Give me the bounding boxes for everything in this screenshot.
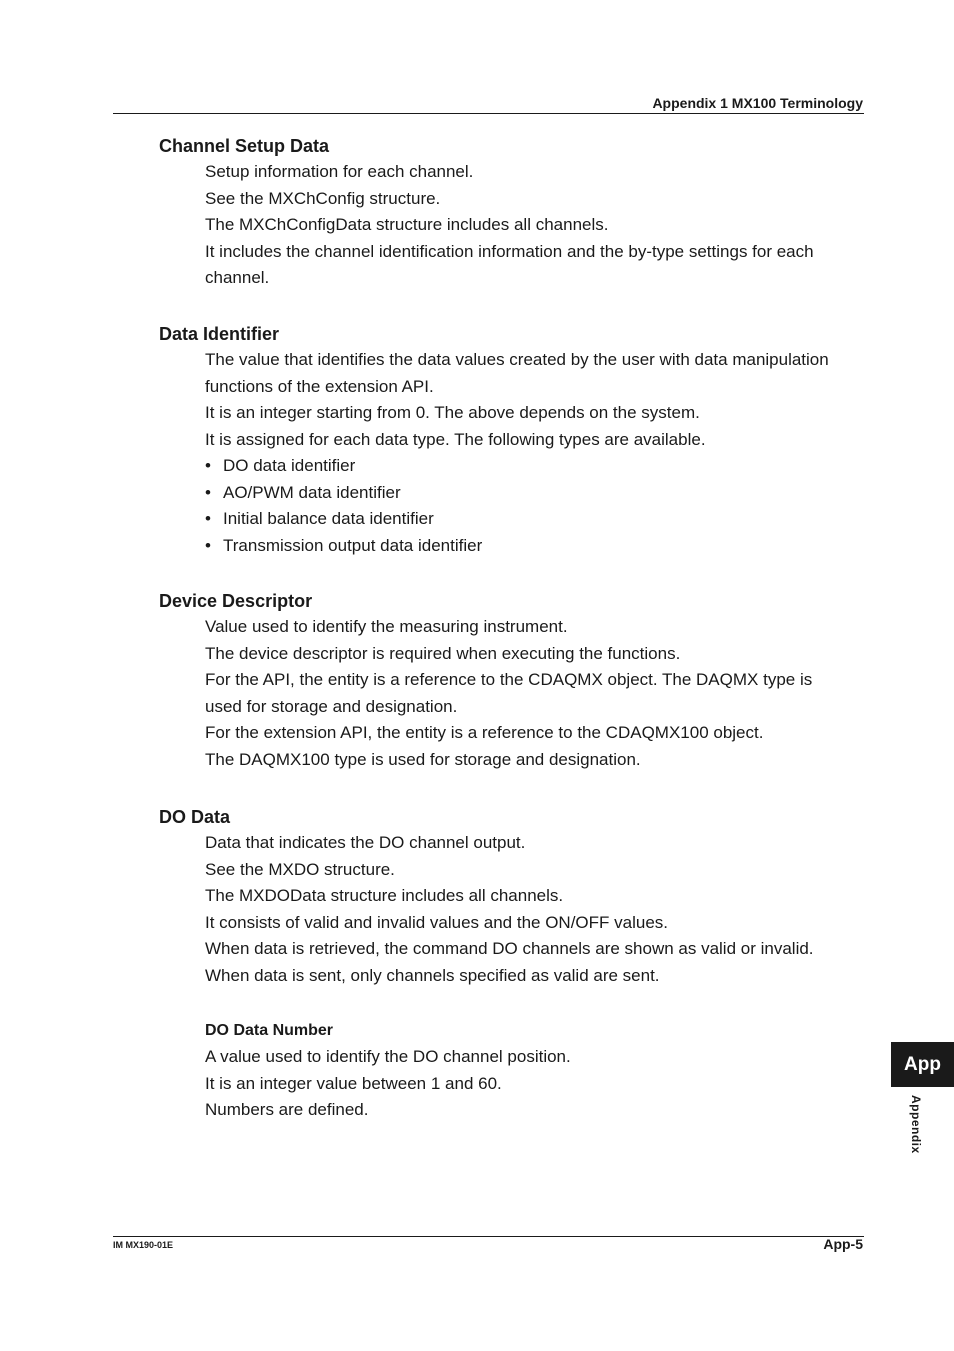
subsection-body [205,1044,859,1124]
section-body [205,347,859,559]
body-line: The MXChConfigData structure includes all channels. [205,215,609,234]
subsection-title: DO Data Number [205,1022,334,1039]
body-line: It is an integer value between 1 and 60. [205,1073,502,1093]
body-line: channel. [205,268,270,287]
section-body [205,159,859,292]
body-line: Data that indicates the DO channel output. [205,833,526,852]
bullet-icon: • [205,535,211,555]
section-do-data [159,804,859,989]
bullet-item [205,533,859,560]
body-line: The DAQMX100 type is used for storage and designation. [205,749,641,769]
appendix-tab-vertical-label: Appendix [909,1095,923,1154]
body-line: Value used to identify the measuring instrument. [205,617,568,636]
document-code: IM MX190-01E [113,1240,174,1250]
body-line: Numbers are defined. [205,1100,369,1119]
section-device-descriptor [159,588,859,773]
body-line: used for storage and designation. [205,696,458,716]
bullet-item [205,453,859,480]
bullet-text: Transmission output data identifier [223,535,483,555]
body-line: Setup information for each channel. [205,162,474,181]
header-title: Appendix 1 MX100 Terminology [652,95,863,111]
body-line: It consists of valid and invalid values and the ON/OFF values. [205,912,669,932]
appendix-tab: App [891,1042,954,1087]
body-line: See the MXDO structure. [205,859,395,879]
bullet-icon: • [205,482,211,502]
body-line: A value used to identify the DO channel position. [205,1047,571,1066]
section-title: DO Data [159,807,231,827]
section-channel-setup-data [159,133,859,292]
body-line: The device descriptor is required when executing the functions. [205,643,681,663]
page-number: App-5 [823,1236,863,1252]
bullet-text: AO/PWM data identifier [223,482,401,502]
section-body [205,830,859,989]
footer-divider [113,1236,864,1237]
section-body [205,614,859,773]
body-line: For the extension API, the entity is a reference to the CDAQMX100 object. [205,723,764,742]
section-data-identifier [159,321,859,559]
body-line: The MXDOData structure includes all channels. [205,886,564,905]
body-line: The value that identifies the data values created by the user with data manipulation [205,350,829,369]
body-line: It is assigned for each data type. The following types are available. [205,429,706,449]
header-divider [113,113,864,114]
body-line: When data is retrieved, the command DO channels are shown as valid or invalid. [205,939,814,958]
bullet-text: DO data identifier [223,456,356,475]
body-line: For the API, the entity is a reference to the CDAQMX object. The DAQMX type is [205,670,813,689]
body-line: When data is sent, only channels specified as valid are sent. [205,965,660,985]
body-line: It includes the channel identification information and the by-type settings for each [205,241,814,261]
section-title: Channel Setup Data [159,136,330,156]
subsection-do-data-number [159,1018,859,1124]
bullet-text: Initial balance data identifier [223,509,434,528]
body-line: See the MXChConfig structure. [205,188,441,208]
bullet-icon: • [205,456,211,475]
bullet-item [205,506,859,533]
bullet-icon: • [205,509,211,528]
section-title: Data Identifier [159,324,280,344]
body-line: functions of the extension API. [205,376,434,396]
section-title: Device Descriptor [159,591,313,611]
bullet-item [205,480,859,507]
body-line: It is an integer starting from 0. The above depends on the system. [205,403,700,422]
